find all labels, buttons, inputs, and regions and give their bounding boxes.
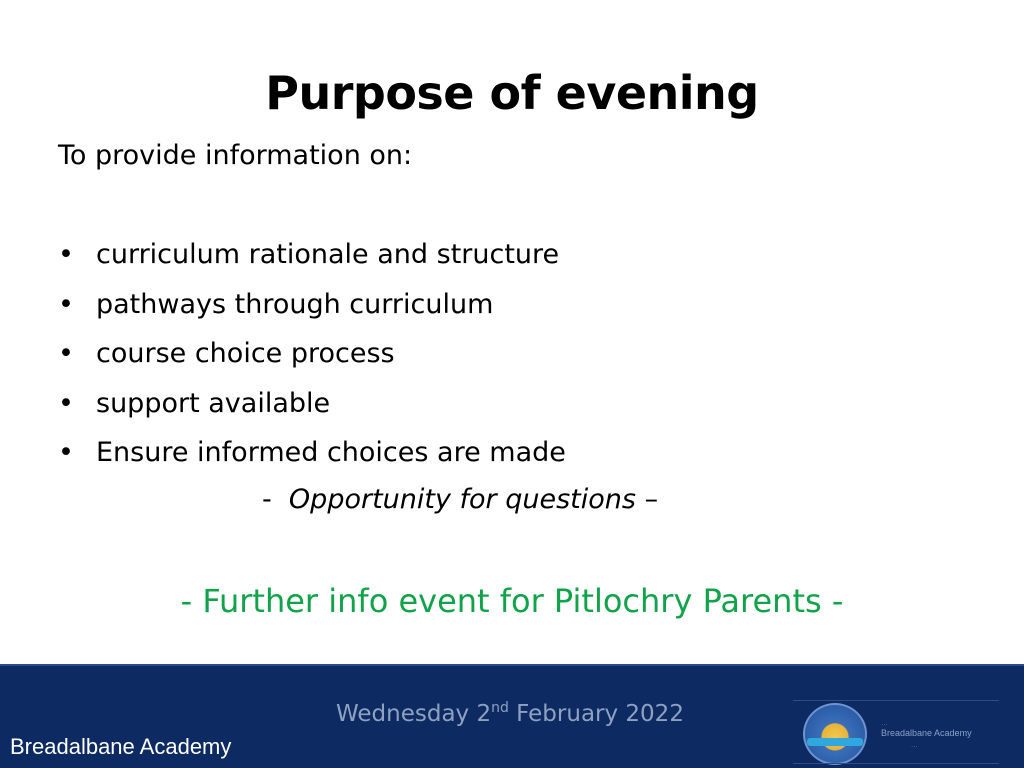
date-day: Wednesday 2 — [336, 701, 492, 727]
bullet-icon: • — [58, 387, 74, 419]
school-crest-icon — [803, 703, 867, 765]
list-item — [58, 286, 566, 336]
logo-divider-bottom — [793, 763, 999, 764]
list-item — [58, 434, 566, 484]
logo-divider-top — [793, 700, 999, 701]
footer-bar — [0, 664, 1024, 768]
slide-title: Purpose of evening — [265, 66, 759, 120]
crest-ribbon-icon — [807, 738, 863, 746]
further-info-text: - Further info event for Pitlochry Parents - — [180, 582, 844, 620]
questions-line — [262, 484, 658, 515]
questions-text: Opportunity for questions — [288, 484, 636, 515]
footer-school-name: Breadalbane Academy — [10, 734, 232, 759]
bullet-text: support available — [96, 387, 331, 419]
bullet-icon: • — [58, 239, 74, 270]
footer-date — [336, 700, 684, 727]
bullet-text: pathways through curriculum — [96, 288, 494, 320]
bullet-text: curriculum rationale and structure — [96, 239, 560, 270]
bullet-text: Ensure informed choices are made — [96, 437, 566, 468]
date-month-year: February 2022 — [508, 701, 684, 727]
bullet-text: course choice process — [96, 338, 395, 369]
bullet-list — [58, 236, 566, 484]
questions-prefix: - — [262, 484, 272, 515]
bullet-icon: • — [58, 437, 74, 468]
intro-text: To provide information on: — [58, 140, 413, 171]
list-item — [58, 236, 566, 286]
logo-caption-name: Breadalbane Academy — [881, 728, 972, 738]
footer-divider — [0, 664, 1024, 666]
logo-caption-small: ... — [881, 718, 888, 727]
date-suffix: nd — [491, 700, 509, 716]
list-item — [58, 335, 566, 385]
school-logo — [793, 700, 999, 764]
questions-suffix: – — [644, 484, 659, 515]
bullet-icon: • — [58, 288, 74, 320]
logo-caption-sub: ... — [911, 740, 918, 749]
list-item — [58, 385, 566, 435]
bullet-icon: • — [58, 338, 74, 369]
